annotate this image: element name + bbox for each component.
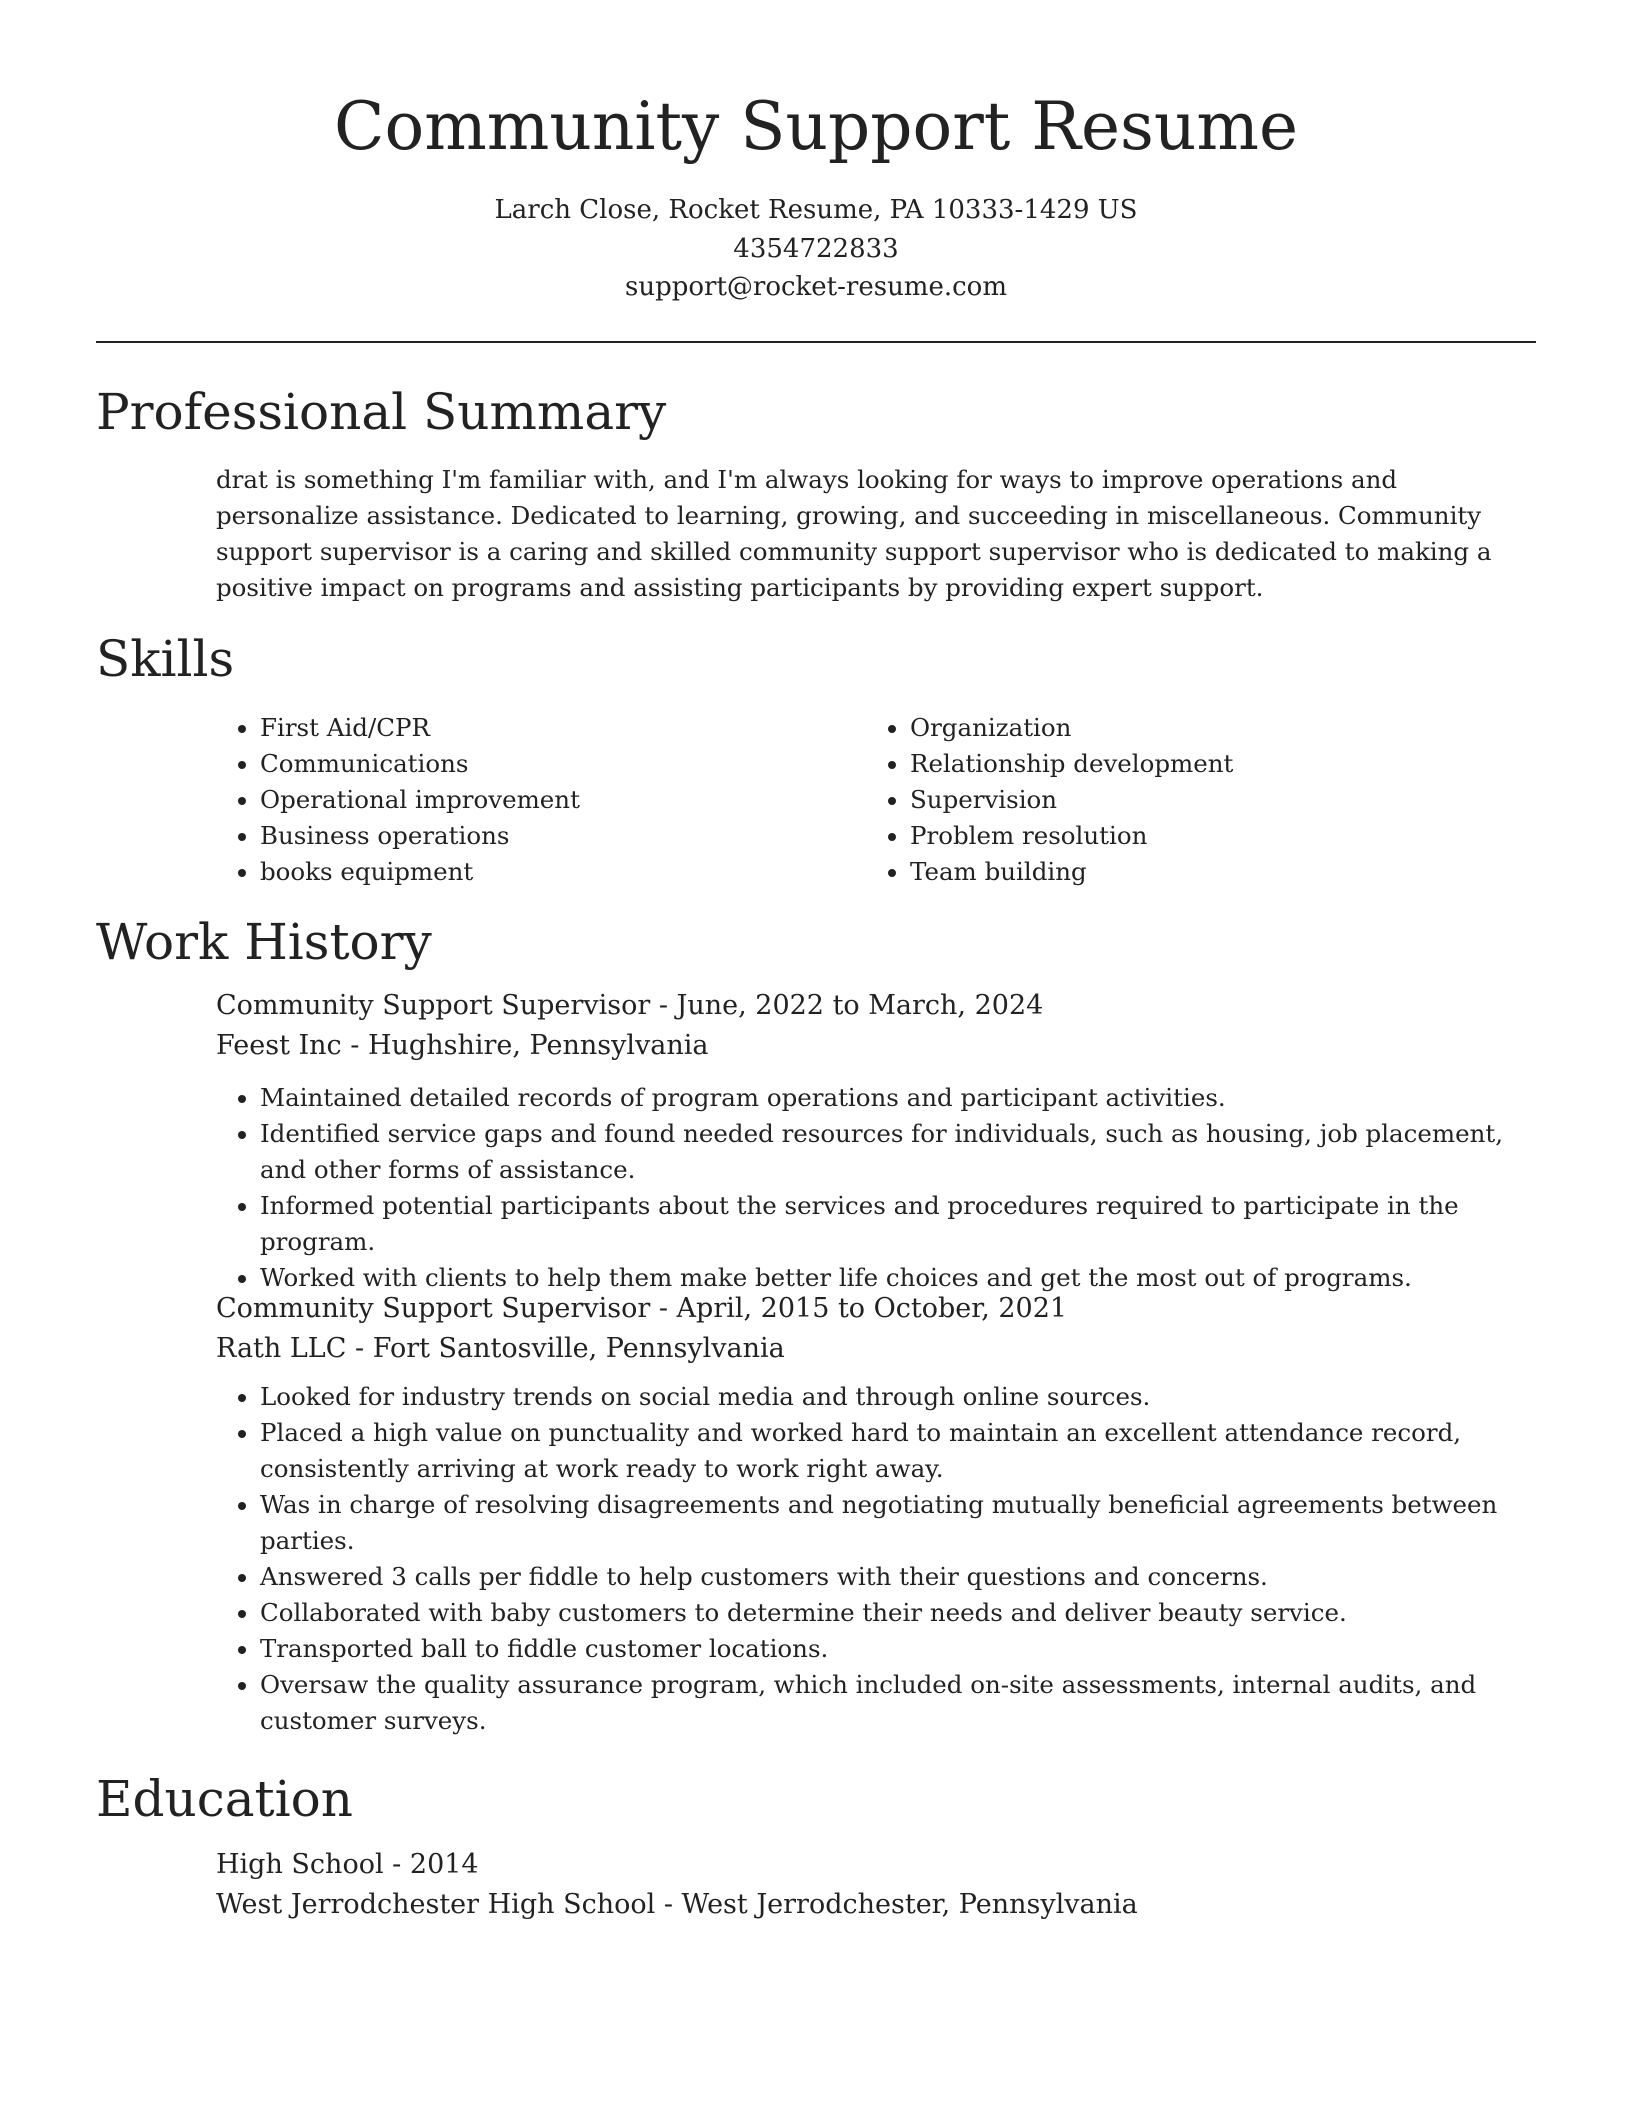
job-bullet: • Identified service gaps and found needed resources for individuals, such as housing, job placement, and other forms of assistance. [260, 1116, 1536, 1188]
job-separator: - [346, 1333, 373, 1364]
job-location: Fort Santosville, Pennsylvania [372, 1333, 785, 1364]
job-separator: - [650, 1293, 677, 1324]
education-separator: - [655, 1889, 682, 1920]
job-bullet: • Looked for industry trends on social media and through online sources. [260, 1379, 1536, 1415]
education-entry [216, 1845, 1536, 1925]
job-location: Hughshire, Pennsylvania [367, 1030, 709, 1061]
job-bullet: • Maintained detailed records of program operations and participant activities. [260, 1080, 1536, 1116]
summary-text: drat is something I'm familiar with, and I'm always looking for ways to improve operations and personalize assistance. Dedicated to learning, growing, and succeeding in miscellaneous. Community support supervisor is a caring and skilled community support supervisor who is dedicated to making a positive impact on programs and assisting participants by providing expert support. [216, 465, 1492, 602]
job-title: Community Support Supervisor [216, 990, 651, 1021]
skill-item: • Operational improvement [260, 782, 856, 818]
job-entry [216, 1289, 1536, 1739]
job-company-line [216, 1026, 1536, 1066]
education-degree-line [216, 1845, 1536, 1885]
skill-item: • Business operations [260, 818, 856, 854]
education-heading: Education [96, 1770, 353, 1828]
skill-item: • Organization [910, 710, 1506, 746]
job-company: Feest Inc [216, 1030, 342, 1061]
contact-address: Larch Close, Rocket Resume, PA 10333-1429 US [494, 195, 1138, 225]
job-bullet: • Placed a high value on punctuality and worked hard to maintain an excellent attendance record, consistently arriving at work ready to work right away. [260, 1415, 1536, 1487]
skills-heading: Skills [96, 630, 235, 688]
job-company: Rath LLC [216, 1333, 347, 1364]
job-bullet: • Answered 3 calls per fiddle to help customers with their questions and concerns. [260, 1559, 1536, 1595]
work-history-heading: Work History [96, 913, 432, 971]
education-year: 2014 [409, 1849, 479, 1880]
skill-item: • books equipment [260, 854, 856, 890]
job-dates: June, 2022 to March, 2024 [676, 990, 1044, 1021]
job-separator: - [341, 1030, 368, 1061]
job-bullet: • Informed potential participants about the services and procedures required to participate in the program. [260, 1188, 1536, 1260]
job-entry [216, 986, 1536, 1296]
job-bullet: • Collaborated with baby customers to determine their needs and deliver beauty service. [260, 1595, 1536, 1631]
skill-item: • Team building [910, 854, 1506, 890]
skill-item: • Relationship development [910, 746, 1506, 782]
education-degree: High School [216, 1849, 384, 1880]
skill-item: • First Aid/CPR [260, 710, 856, 746]
skill-item: • Communications [260, 746, 856, 782]
job-bullets [216, 1080, 1536, 1296]
resume-title: Community Support Resume [333, 88, 1299, 165]
job-bullet: • Worked with clients to help them make better life choices and get the most out of programs. [260, 1260, 1536, 1296]
education-location: West Jerrodchester, Pennsylvania [681, 1889, 1138, 1920]
job-title-line [216, 1289, 1536, 1329]
job-bullet: • Was in charge of resolving disagreements and negotiating mutually beneficial agreements between parties. [260, 1487, 1536, 1559]
job-separator: - [650, 990, 677, 1021]
job-bullet: • Oversaw the quality assurance program, which included on-site assessments, internal audits, and customer surveys. [260, 1667, 1536, 1739]
contact-phone: 4354722833 [733, 234, 899, 264]
summary-heading: Professional Summary [96, 383, 667, 441]
education-school-line [216, 1885, 1536, 1925]
job-title: Community Support Supervisor [216, 1293, 651, 1324]
job-bullet: • Transported ball to fiddle customer locations. [260, 1631, 1536, 1667]
skills-column-left [216, 710, 856, 890]
skill-item: • Problem resolution [910, 818, 1506, 854]
education-school: West Jerrodchester High School [216, 1889, 656, 1920]
job-dates: April, 2015 to October, 2021 [676, 1293, 1068, 1324]
skill-item: • Supervision [910, 782, 1506, 818]
job-title-line [216, 986, 1536, 1026]
job-company-line [216, 1329, 1536, 1369]
contact-email: support@rocket-resume.com [624, 272, 1007, 302]
education-separator: - [383, 1849, 410, 1880]
job-bullets [216, 1379, 1536, 1739]
skills-column-right [866, 710, 1506, 890]
header-divider [96, 341, 1536, 343]
